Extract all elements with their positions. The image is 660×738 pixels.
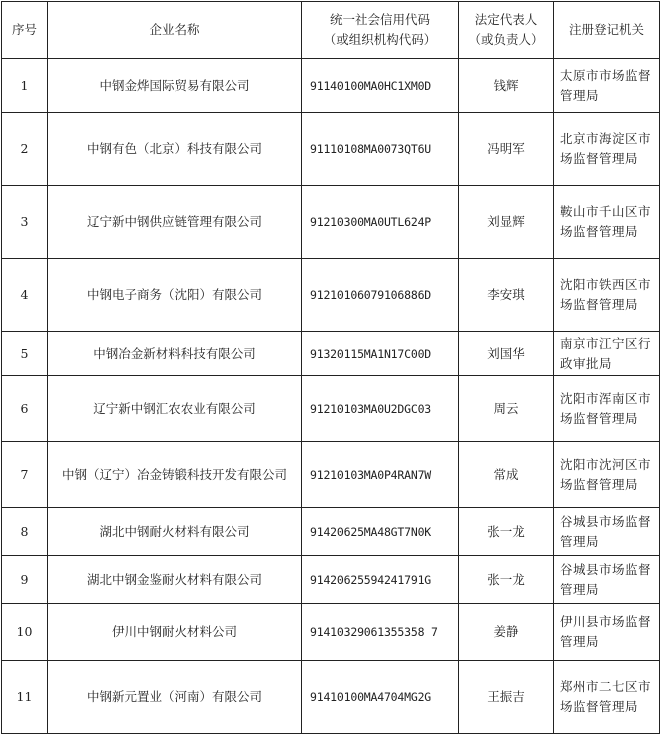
table-row — [2, 661, 660, 734]
cell-rep: 钱辉 — [459, 59, 554, 113]
cell-company: 湖北中钢耐火材料有限公司 — [48, 508, 302, 556]
table-row — [2, 332, 660, 376]
table-row — [2, 604, 660, 661]
cell-company: 中钢有色（北京）科技有限公司 — [48, 113, 302, 186]
cell-authority: 沈阳市浑南区市场监督管理局 — [554, 376, 660, 442]
header-code-line1: 统一社会信用代码 — [329, 12, 430, 27]
cell-company: 辽宁新中钢汇农农业有限公司 — [48, 376, 302, 442]
cell-rep: 刘国华 — [459, 332, 554, 376]
table-row — [2, 442, 660, 508]
header-authority: 注册登记机关 — [554, 2, 660, 59]
cell-authority: 北京市海淀区市场监督管理局 — [554, 113, 660, 186]
cell-code: 91420625MA48GT7N0K — [302, 508, 459, 556]
header-code-line2: （或组织机构代码） — [323, 32, 437, 47]
table-row — [2, 556, 660, 604]
cell-company: 中钢电子商务（沈阳）有限公司 — [48, 259, 302, 332]
cell-company: 辽宁新中钢供应链管理有限公司 — [48, 186, 302, 259]
cell-authority: 鞍山市千山区市场监督管理局 — [554, 186, 660, 259]
cell-no: 8 — [2, 508, 48, 556]
cell-no: 2 — [2, 113, 48, 186]
table-row — [2, 259, 660, 332]
cell-authority: 谷城县市场监督管理局 — [554, 556, 660, 604]
cell-code: 91410100MA4704MG2G — [302, 661, 459, 734]
cell-rep: 冯明军 — [459, 113, 554, 186]
cell-code: 91210103MA0P4RAN7W — [302, 442, 459, 508]
cell-company: 湖北中钢金鉴耐火材料有限公司 — [48, 556, 302, 604]
cell-authority: 伊川县市场监督管理局 — [554, 604, 660, 661]
cell-no: 5 — [2, 332, 48, 376]
cell-code: 91210300MA0UTL624P — [302, 186, 459, 259]
cell-code: 91110108MA0073QT6U — [302, 113, 459, 186]
cell-authority: 南京市江宁区行政审批局 — [554, 332, 660, 376]
cell-no: 3 — [2, 186, 48, 259]
cell-company: 伊川中钢耐火材料公司 — [48, 604, 302, 661]
cell-code: 91140100MA0HC1XM0D — [302, 59, 459, 113]
cell-company: 中钢金烨国际贸易有限公司 — [48, 59, 302, 113]
cell-company: 中钢冶金新材料科技有限公司 — [48, 332, 302, 376]
enterprise-table — [1, 1, 660, 734]
cell-no: 10 — [2, 604, 48, 661]
cell-no: 1 — [2, 59, 48, 113]
cell-code: 91210106079106886D — [302, 259, 459, 332]
header-rep-line2: （或负责人） — [468, 32, 544, 47]
header-company: 企业名称 — [48, 2, 302, 59]
cell-rep: 李安琪 — [459, 259, 554, 332]
cell-authority: 郑州市二七区市场监督管理局 — [554, 661, 660, 734]
cell-rep: 张一龙 — [459, 556, 554, 604]
table-row — [2, 508, 660, 556]
cell-no: 11 — [2, 661, 48, 734]
cell-no: 7 — [2, 442, 48, 508]
cell-authority: 沈阳市沈河区市场监督管理局 — [554, 442, 660, 508]
table-row — [2, 376, 660, 442]
cell-code: 91210103MA0U2DGC03 — [302, 376, 459, 442]
header-code — [302, 2, 459, 59]
cell-authority: 太原市市场监督管理局 — [554, 59, 660, 113]
cell-no: 9 — [2, 556, 48, 604]
header-seq: 序号 — [2, 2, 48, 59]
cell-no: 6 — [2, 376, 48, 442]
table-row — [2, 186, 660, 259]
cell-code: 9142062559424179​1G — [302, 556, 459, 604]
cell-rep: 周云 — [459, 376, 554, 442]
cell-authority: 沈阳市铁西区市场监督管理局 — [554, 259, 660, 332]
cell-code: 91320115MA1N17C00D — [302, 332, 459, 376]
cell-no: 4 — [2, 259, 48, 332]
header-row — [2, 2, 660, 59]
cell-rep: 姜静 — [459, 604, 554, 661]
cell-company: 中钢新元置业（河南）有限公司 — [48, 661, 302, 734]
cell-authority: 谷城县市场监督管理局 — [554, 508, 660, 556]
cell-code: 91410329061355358 7 — [302, 604, 459, 661]
header-rep — [459, 2, 554, 59]
table-row — [2, 113, 660, 186]
cell-rep: 张一龙 — [459, 508, 554, 556]
cell-rep: 王振吉 — [459, 661, 554, 734]
header-rep-line1: 法定代表人 — [474, 12, 538, 27]
cell-rep: 刘显辉 — [459, 186, 554, 259]
table-row — [2, 59, 660, 113]
cell-company: 中钢（辽宁）冶金铸锻科技开发有限公司 — [48, 442, 302, 508]
cell-rep: 常成 — [459, 442, 554, 508]
